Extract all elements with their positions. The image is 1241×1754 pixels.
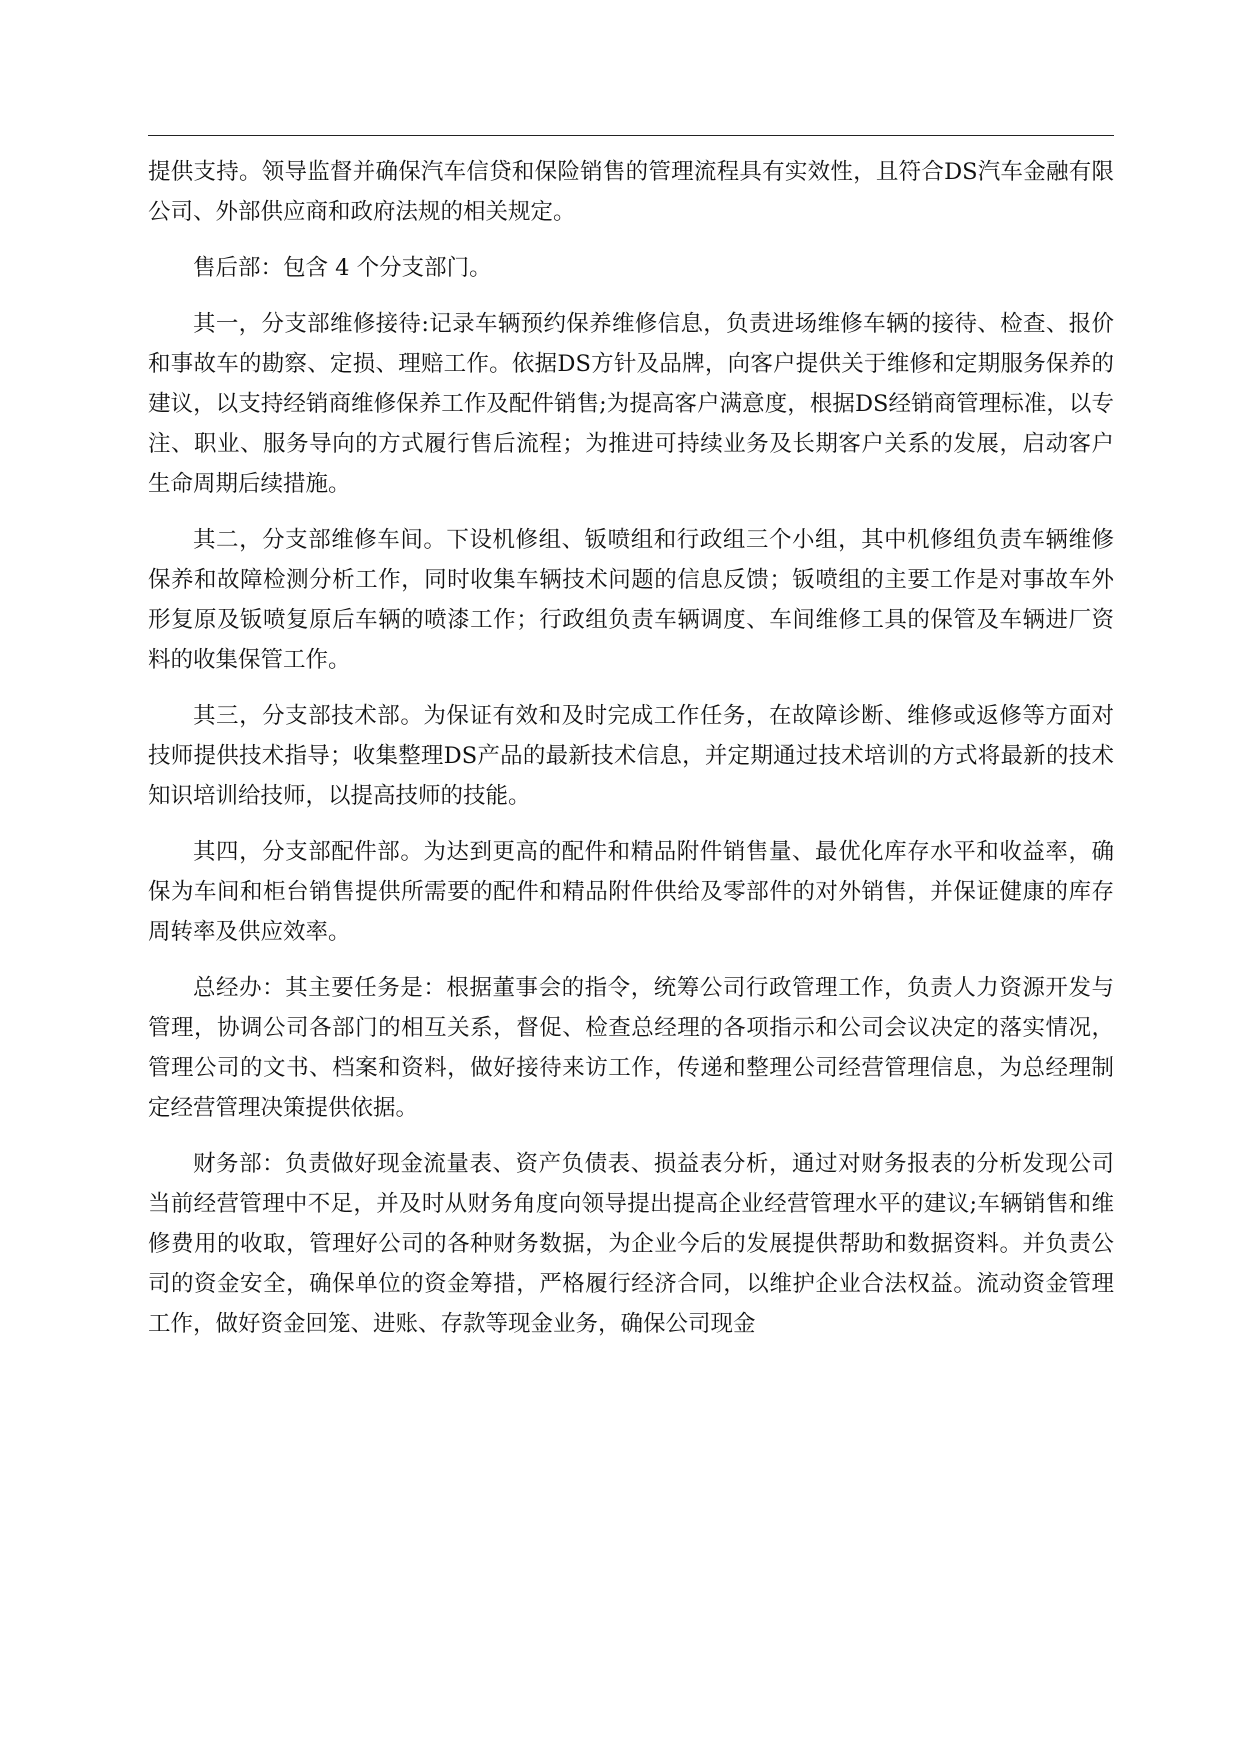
paragraph-repair-workshop: 其二，分支部维修车间。下设机修组、钣喷组和行政组三个小组，其中机修组负责车辆维修保养和故障检测分析工作，同时收集车辆技术问题的信息反馈；钣喷组的主要工作是对事故车外形复原及钣喷复原后车辆的喷漆工作；行政组负责车辆调度、车间维修工具的保管及车辆进厂资料的收集保管工作。 [148,527,1114,673]
paragraph-after-sales: 售后部：包含 4 个分支部门。 [193,255,492,281]
paragraph-parts-department: 其四，分支部配件部。为达到更高的配件和精品附件销售量、最优化库存水平和收益率，确保为车间和柜台销售提供所需要的配件和精品附件供给及零部件的对外销售，并保证健康的库存周转率及供应效率。 [148,839,1114,945]
header-rule [148,135,1114,136]
document-body [148,152,1114,1360]
paragraph-finance-department: 财务部：负责做好现金流量表、资产负债表、损益表分析，通过对财务报表的分析发现公司当前经营管理中不足，并及时从财务角度向领导提出提高企业经营管理水平的建议;车辆销售和维修费用的收取，管理好公司的各种财务数据，为企业今后的发展提供帮助和数据资料。并负责公司的资金安全，确保单位的资金筹措，严格履行经济合同，以维护企业合法权益。流动资金管理工作，做好资金回笼、进账、存款等现金业务，确保公司现金 [148,1151,1114,1337]
paragraph-general-office: 总经办：其主要任务是：根据董事会的指令，统筹公司行政管理工作，负责人力资源开发与管理，协调公司各部门的相互关系，督促、检查总经理的各项指示和公司会议决定的落实情况，管理公司的文书、档案和资料，做好接待来访工作，传递和整理公司经营管理信息，为总经理制定经营管理决策提供依据。 [148,975,1114,1121]
paragraph-continuation: 提供支持。领导监督并确保汽车信贷和保险销售的管理流程具有实效性，且符合DS汽车金融有限公司、外部供应商和政府法规的相关规定。 [148,159,1114,225]
paragraph-technical-department: 其三，分支部技术部。为保证有效和及时完成工作任务，在故障诊断、维修或返修等方面对技师提供技术指导；收集整理DS产品的最新技术信息，并定期通过技术培训的方式将最新的技术知识培训给技师，以提高技师的技能。 [148,703,1114,809]
paragraph-service-reception: 其一，分支部维修接待:记录车辆预约保养维修信息，负责进场维修车辆的接待、检查、报价和事故车的勘察、定损、理赔工作。依据DS方针及品牌，向客户提供关于维修和定期服务保养的建议，以支持经销商维修保养工作及配件销售;为提高客户满意度，根据DS经销商管理标准，以专注、职业、服务导向的方式履行售后流程；为推进可持续业务及长期客户关系的发展，启动客户生命周期后续措施。 [148,311,1114,497]
